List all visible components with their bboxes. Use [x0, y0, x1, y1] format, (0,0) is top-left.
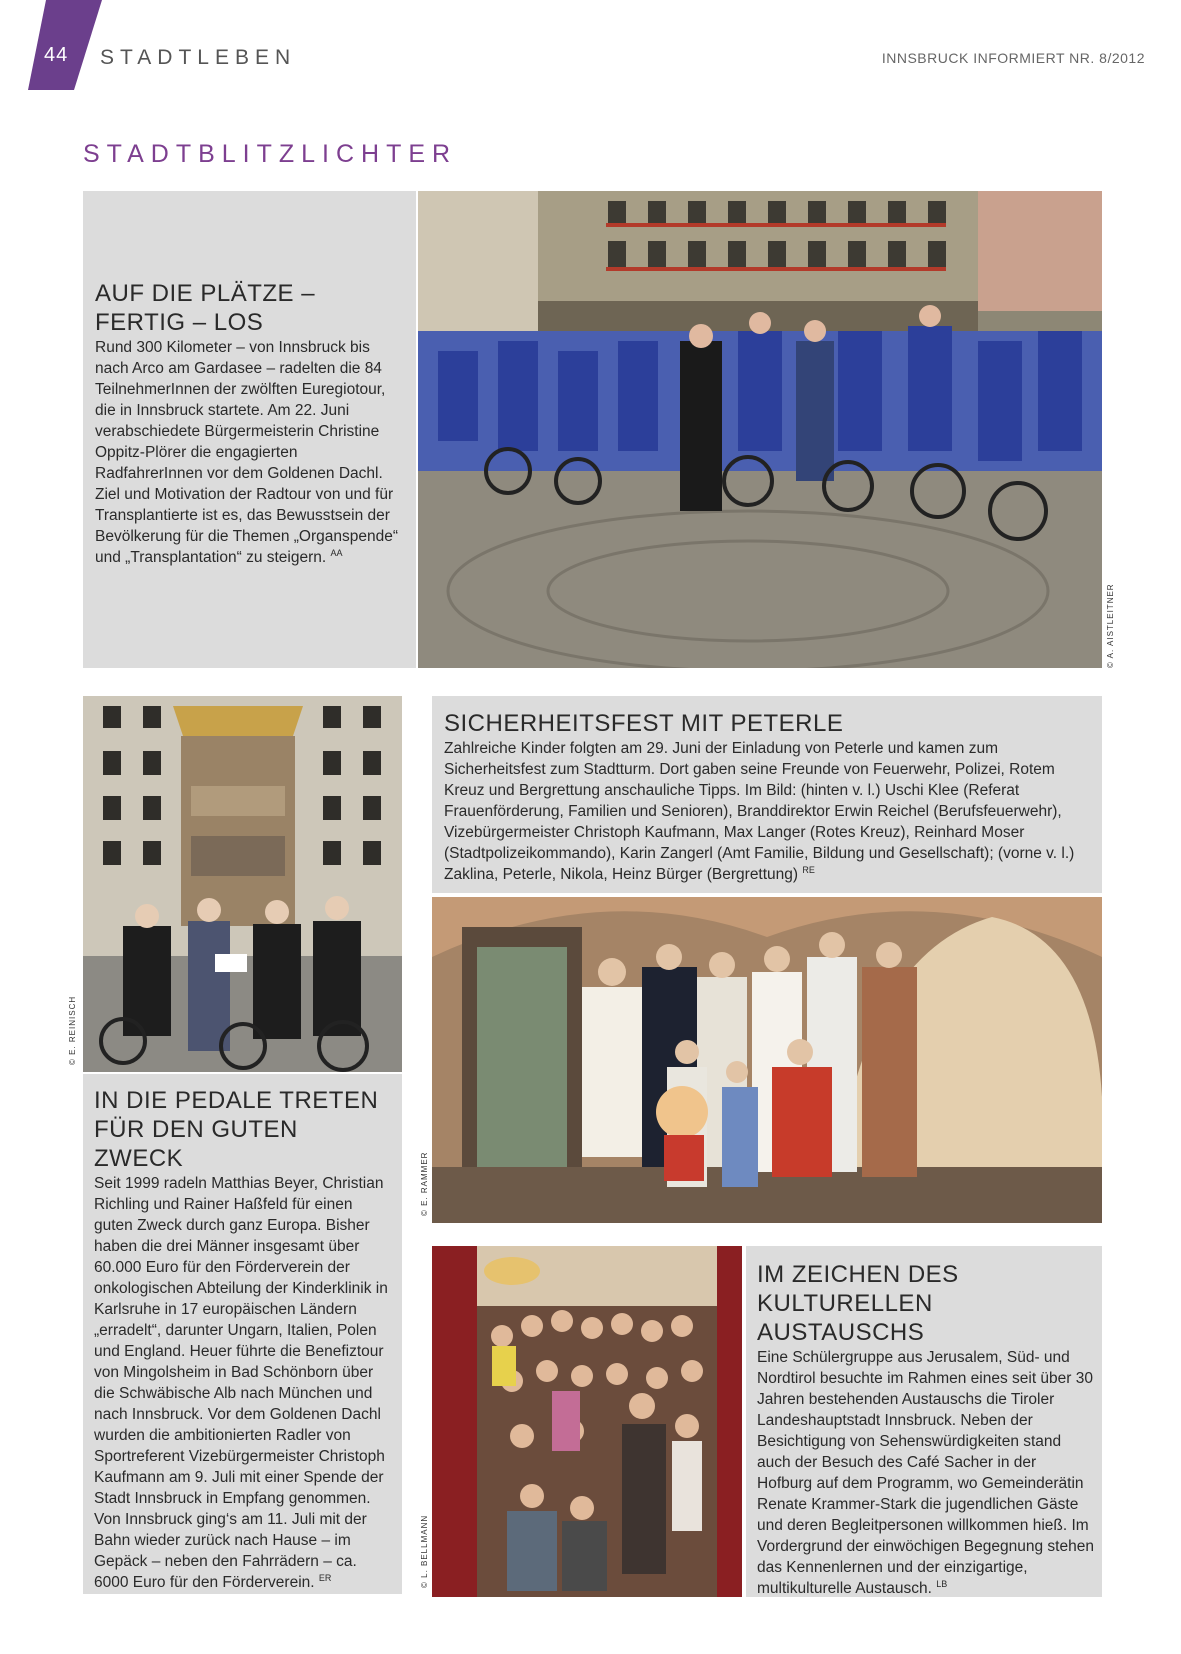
article-pedale-headline	[94, 1086, 394, 1173]
article-austausch-body	[757, 1347, 1094, 1599]
photo-credit: © L. BELLMANN	[420, 1514, 429, 1588]
photo-credit: © E. RAMMER	[420, 1151, 429, 1216]
article-sicherheitsfest-headline: SICHERHEITSFEST MIT PETERLE	[444, 710, 844, 737]
photo-credit: © A. AISTLEITNER	[1106, 583, 1115, 668]
body-text: Zahlreiche Kinder folgten am 29. Juni der Einladung von Peterle und kamen zum Sicherheitsfest zum Stadtturm. Dort gaben seine Freunde von Feuerwehr, Polizei, Rotem Kreuz und Bergrettung anschauliche Tipps. Im Bild: (hinten v. l.) Uschi Klee (Referat Frauenförderung, Familien und Senioren), Branddirektor Erwin Reichel (Berufsfeuerwehr), Vizebürgermeister Christoph Kaufmann, Max Langer (Rotes Kreuz), Reinhard Moser (Stadtpolizeikommando), Karin Zangerl (Amt Familie, Bildung und Gesellschaft); (vorne v. l.) Zaklina, Peterle, Nikola, Heinz Bürger (Bergrettung)	[444, 740, 1075, 883]
page-heading: STADTBLITZLICHTER	[83, 140, 458, 168]
author-mark: RE	[802, 864, 815, 875]
headline-line: AUF DIE PLÄTZE –	[95, 280, 316, 307]
photo-safety-festival-group	[432, 897, 1102, 1223]
article-sicherheitsfest-body	[444, 738, 1092, 885]
headline-line: KULTURELLEN AUSTAUSCHS	[757, 1290, 933, 1346]
article-sicherheitsfest-box	[432, 696, 1102, 893]
photo-golden-roof-cyclists	[83, 696, 402, 1072]
photo-student-group	[432, 1246, 742, 1597]
headline-line: FERTIG – LOS	[95, 309, 264, 336]
body-text: Rund 300 Kilometer – von Innsbruck bis nach Arco am Gardasee – radelten die 84 TeilnehmerInnen der zwölften Euregiotour, die in Innsbruck startete. Am 22. Juni verabschiedete Bürgermeisterin Christine Oppitz-Plörer die engagierten RadfahrerInnen vor dem Goldenen Dachl. Ziel und Motivation der Radtour von und für Transplantierte ist es, das Bewusstsein der Bevölkerung für die Themen „Organspende“ und „Transplantation“ zu steigern.	[95, 339, 398, 566]
article-austausch-box	[746, 1246, 1102, 1597]
page-number: 44	[44, 44, 69, 66]
article-euregio-box	[83, 191, 416, 668]
author-mark: ER	[318, 1572, 332, 1583]
headline-line: IM ZEICHEN DES	[757, 1261, 959, 1288]
article-pedale-body	[94, 1173, 394, 1593]
photo-credit: © E. REINISCH	[68, 995, 77, 1065]
author-mark: AA	[330, 547, 343, 558]
body-text: Seit 1999 radeln Matthias Beyer, Christian Richling und Rainer Haßfeld für einen guten Zweck durch ganz Europa. Bisher haben die drei Männer insgesamt über 60.000 Euro für den Förderverein der onkologischen Abteilung der Kinderklinik in Karlsruhe in 17 europäischen Ländern „erradelt“, darunter Ungarn, Italien, Polen und England. Heuer führte die Benefiztour von Mingolsheim in Bad Schönborn über die Schwäbische Alb nach München und nach Innsbruck. Vor dem Goldenen Dachl wurden die ambitionierten Radler von Sportreferent Vizebürgermeister Christoph Kaufmann am 9. Juli mit einer Spende der Stadt Innsbruck in Empfang genommen. Von Innsbruck ging‘s am 11. Juli mit der Bahn wieder zurück nach Hause – im Gepäck – neben den Fahrrädern – ca. 6000 Euro für den Förderverein.	[94, 1175, 388, 1591]
article-euregio-headline	[95, 279, 404, 337]
article-pedale-box	[83, 1074, 402, 1594]
headline-line: FÜR DEN GUTEN ZWECK	[94, 1116, 298, 1172]
article-euregio-body	[95, 337, 404, 568]
article-austausch-headline	[757, 1260, 1094, 1347]
headline-line: IN DIE PEDALE TRETEN	[94, 1087, 379, 1114]
body-text: Eine Schülergruppe aus Jerusalem, Süd- und Nordtirol besuchte im Rahmen eines seit über 30 Jahren bestehenden Austauschs die Tiroler Landeshauptstadt Innsbruck. Neben der Besichtigung von Sehenswürdigkeiten stand auch der Besuch des Café Sacher in der Hofburg auf dem Programm, wo Gemeinderätin Renate Krammer-Stark die jugendlichen Gäste und deren Begleitpersonen willkommen hieß. Im Vordergrund der einwöchigen Begegnung stehen das Kennenlernen und der einzigartige, multikulturelle Austausch.	[757, 1349, 1094, 1597]
photo-cyclists-start	[418, 191, 1102, 668]
author-mark: LB	[936, 1578, 948, 1589]
issue-label: INNSBRUCK INFORMIERT NR. 8/2012	[881, 50, 1145, 66]
section-title: STADTLEBEN	[100, 46, 297, 69]
